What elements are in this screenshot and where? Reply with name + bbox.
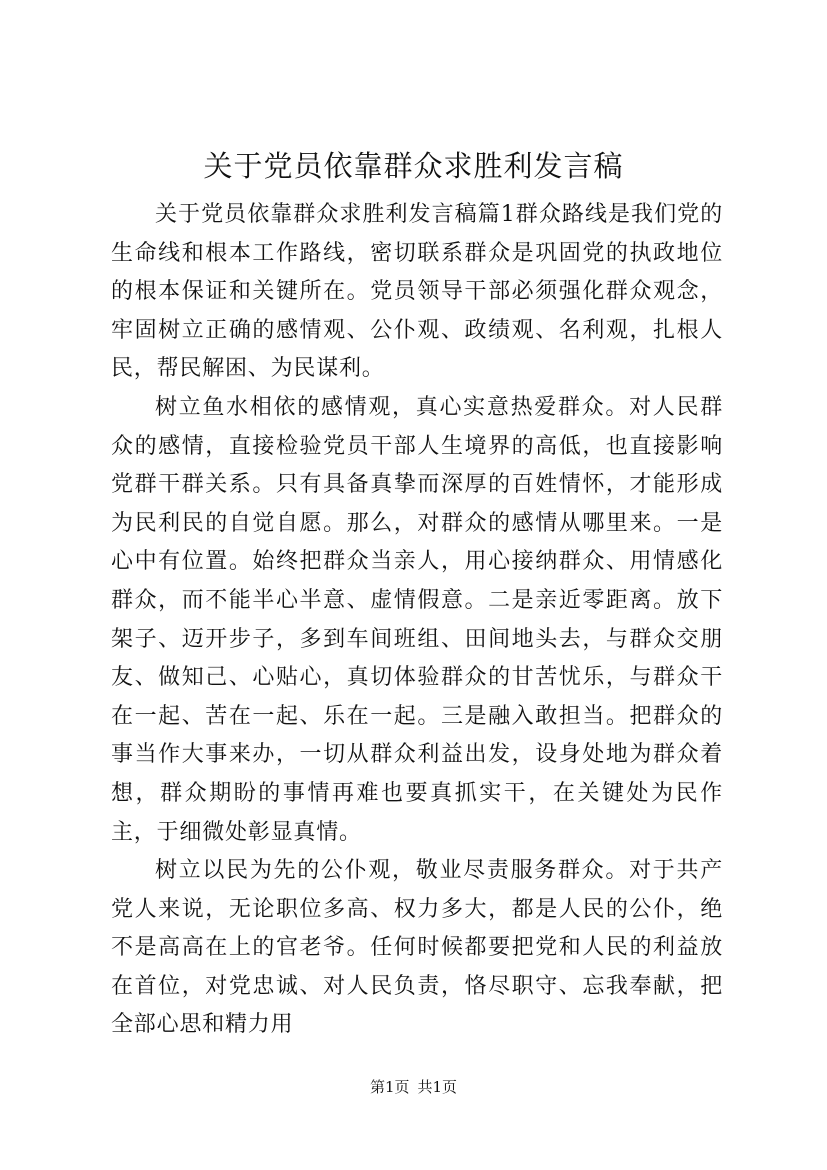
page-number: 第1页 — [369, 1078, 410, 1096]
paragraph-3: 树立以民为先的公仆观，敬业尽责服务群众。对于共产党人来说，无论职位多高、权力多大，都是人民的公仆，绝不是高高在上的官老爷。任何时候都要把党和人民的利益放在首位，对党忠诚、对人民负责，恪尽职守、忘我奉献，把全部心思和精力用 — [111, 858, 723, 1038]
paragraph-1: 关于党员依靠群众求胜利发言稿篇1群众路线是我们党的生命线和根本工作路线，密切联系群众是巩固党的执政地位的根本保证和关键所在。党员领导干部必须强化群众观念，牢固树立正确的感情观、公仆观、政绩观、名利观，扎根人民，帮民解困、为民谋利。 — [111, 202, 723, 382]
page-total: 共1页 — [417, 1078, 458, 1096]
document-title: 关于党员依靠群众求胜利发言稿 — [203, 149, 624, 183]
document-body — [111, 196, 723, 1045]
page-footer — [0, 1077, 827, 1097]
paragraph-2: 树立鱼水相依的感情观，真心实意热爱群众。对人民群众的感情，直接检验党员干部人生境界的高低，也直接影响党群干群关系。只有具备真挚而深厚的百姓情怀，才能形成为民利民的自觉自愿。那么，对群众的感情从哪里来。一是心中有位置。始终把群众当亲人，用心接纳群众、用情感化群众，而不能半心半意、虚情假意。二是亲近零距离。放下架子、迈开步子，多到车间班组、田间地头去，与群众交朋友、做知己、心贴心，真切体验群众的甘苦忧乐，与群众干在一起、苦在一起、乐在一起。三是融入敢担当。把群众的事当作大事来办，一切从群众利益出发，设身处地为群众着想，群众期盼的事情再难也要真抓实干，在关键处为民作主，于细微处彰显真情。 — [111, 394, 723, 845]
